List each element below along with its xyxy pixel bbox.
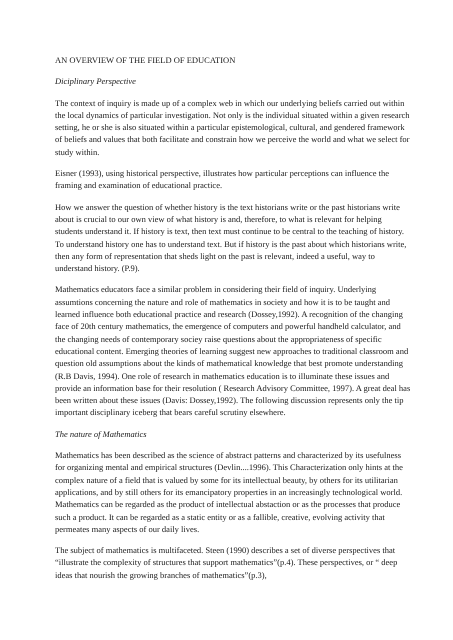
- section-heading-nature-of-mathematics: The nature of Mathematics: [55, 428, 147, 439]
- paragraph-mathematics-educators: Mathematics educators face a similar problem in considering their field of inquiry. Underlying assumtions concerning the nature and role of mathematics in society and how it is to be taught and learned influence both educational practice and research (Dossey,1992). A recognition of the changing face of 20th century mathematics, the emergence of computers and powerful handheld calculator, and the changing needs of contemporary sociey raise questions about the appropriateness of specific educational content. Emerging theories of learning suggest new approaches to traditional classroom and question old assumptions about the kinds of mathematical knowledge that best promote understanding (R.B Davis, 1994). One role of research in mathematics education is to illuminate these issues and provide an information base for their resolution ( Research Advisory Committee, 1997). A great deal has been written about these issues (Davis: Dossey,1992). The following discussion represents only the tip important disciplinary iceberg that bears careful scrutiny elsewhere.: [55, 284, 411, 418]
- paragraph-subject-multifaceted: The subject of mathematics is multifaceted. Steen (1990) describes a set of diverse perspectives that “illustrate the complexity of structures that support mathematics”(p.4). These perspectives, or “ deep ideas that nourish the growing branches of mathematics”(p.3),: [55, 545, 398, 580]
- section-heading-disciplinary-perspective: Diciplinary Perspective: [55, 76, 136, 87]
- document-body: [55, 54, 411, 590]
- paragraph-history-question: How we answer the question of whether history is the text historians write or the past historians write about is crucial to our own view of what history is and, therefore, to what is relevant for helping students understand it. If history is text, then text must continue to be central to the teaching of history. To understand history one has to understand text. But if history is the past about which historians write, then any form of representation that sheds light on the past is relevant, indeed a useful, way to understand history. (P.9).: [55, 201, 407, 274]
- paragraph-mathematics-described: Mathematics has been described as the science of abstract patterns and characterized by its usefulness for organizing mental and empirical structures (Devlin....1996). This Characterization only hints at the complex nature of a field that is valued by some for its intellectual beauty, by others for its utilitarian applications, and by still others for its emancipatory properties in an increasingly technological world. Mathematics can be regarded as the product of intellectual abstaction or as the processes that produce such a product. It can be regarded as a static entity or as a fallible, creative, evolving activity that permeates many aspects of our daily lives.: [55, 450, 403, 534]
- paragraph-context-of-inquiry: The context of inquiry is made up of a complex web in which our underlying beliefs carried out within the local dynamics of particular investigation. Not only is the individual situated within a given research setting, he or she is also situated within a particular epistemological, cultural, and gendered framework of beliefs and values that both facilitate and constrain how we perceive the world and what we select for study within.: [55, 97, 410, 157]
- paragraph-eisner: Eisner (1993), using historical perspective, illustrates how particular perceptions can influence the framing and examination of educational practice.: [55, 168, 389, 191]
- document-title: AN OVERVIEW OF THE FIELD OF EDUCATION: [55, 55, 236, 65]
